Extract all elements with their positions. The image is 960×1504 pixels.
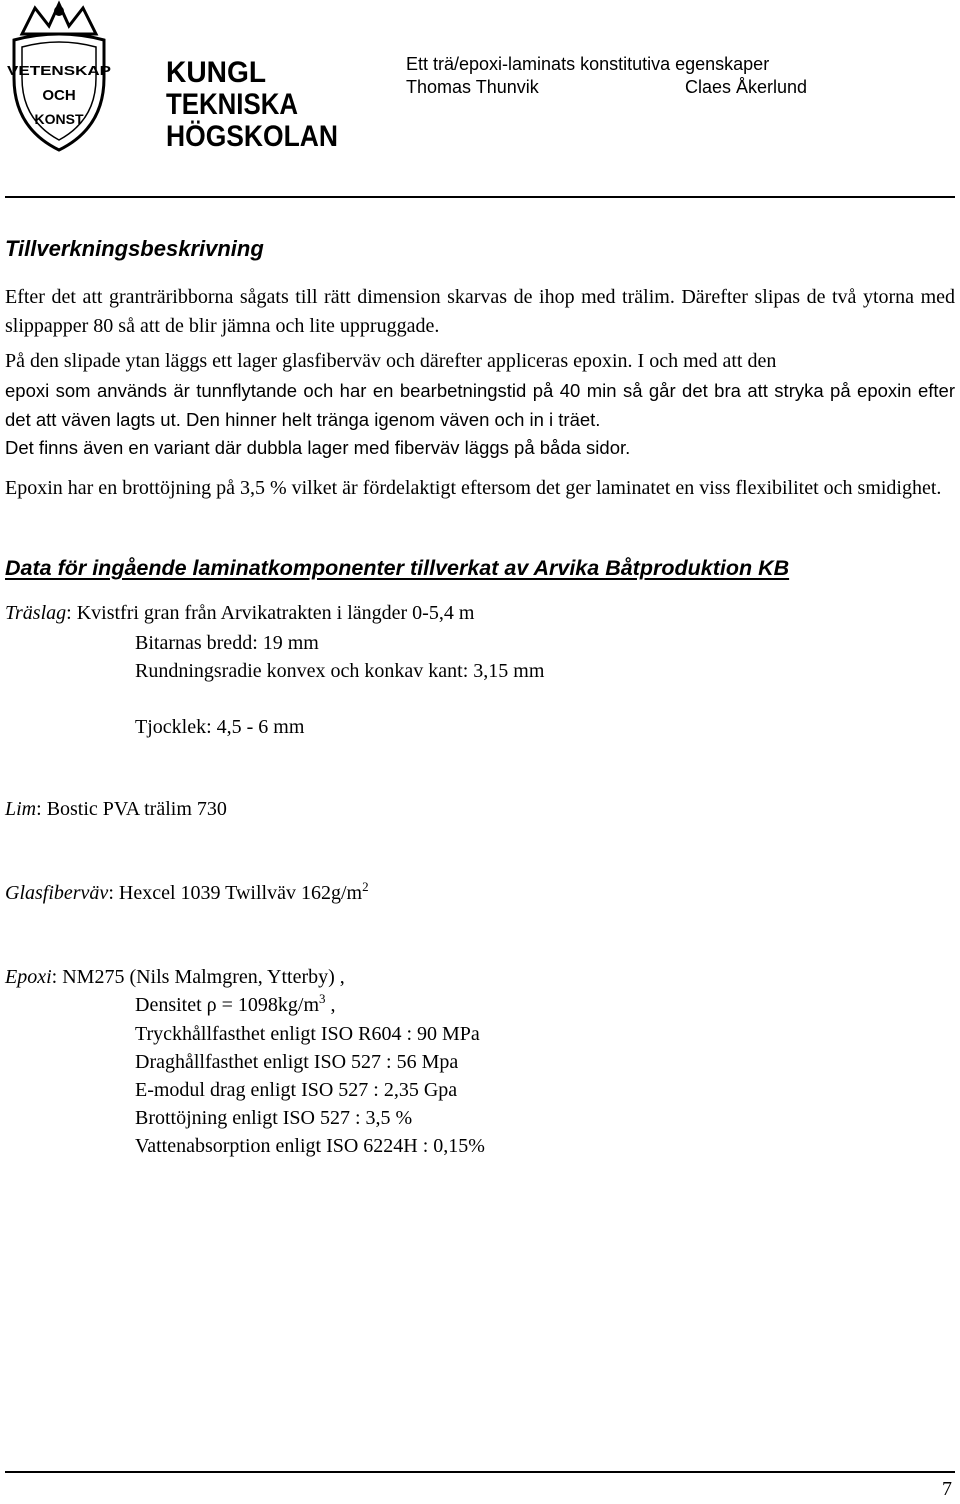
spec-detail: Densitet $\rho = 1098kg/m^3$ , [135, 991, 336, 1016]
spec-lim: Lim: Bostic PVA trälim 730 [5, 798, 227, 820]
spec-detail: Tjocklek: 4,5 - 6 mm [135, 716, 305, 738]
spec-value: Hexcel 1039 Twillväv 162g/m [118, 882, 363, 904]
spec-detail: Tryckhållfasthet enligt ISO R604 : 90 MPa [135, 1023, 480, 1045]
spec-label: Lim [5, 798, 37, 820]
spec-label: Glasfiberväv [5, 882, 109, 904]
paragraph: Efter det att granträribborna sågats till rätt dimension skarvas de ihop med trälim. Därefter slipas de två ytorna med slippapper 80 så att de blir jämna och lite uppruggade. [5, 286, 955, 337]
svg-text:TEKNISKA: TEKNISKA [166, 88, 298, 121]
spec-epoxi: Epoxi: NM275 (Nils Malmgren, Ytterby) , [5, 966, 345, 988]
svg-text:OCH: OCH [42, 87, 76, 104]
paragraph-line: På den slipade ytan läggs ett lager glasfiberväv och därefter appliceras epoxin. I och med att den [5, 350, 777, 372]
superscript: 3 [319, 991, 326, 1006]
svg-text:KUNGL: KUNGL [166, 56, 266, 89]
author-name: Thomas Thunvik [406, 77, 539, 97]
footer-rule [5, 1471, 955, 1473]
spec-label: Epoxi [5, 966, 52, 988]
section-heading: Tillverkningsbeskrivning [5, 236, 264, 261]
spec-glasfiber: Glasfiberväv: Hexcel 1039 Twillväv $162g/m^2$ [5, 879, 369, 904]
kth-wordmark [166, 56, 338, 153]
spec-label: Träslag [5, 602, 67, 624]
spec-detail: E-modul drag enligt ISO 527 : 2,35 Gpa [135, 1079, 458, 1101]
page-number: 7 [942, 1478, 952, 1500]
spec-detail: Rundningsradie konvex och konkav kant: 3,15 mm [135, 660, 545, 682]
author-name: Claes Åkerlund [685, 77, 808, 97]
svg-text:KONST: KONST [34, 111, 84, 127]
spec-value: Bostic PVA trälim 730 [46, 798, 227, 820]
kth-logo [0, 0, 345, 160]
document-title: Ett trä/epoxi-laminats konstitutiva egenskaper [406, 54, 770, 74]
superscript: 2 [362, 879, 369, 894]
section-heading: Data för ingående laminatkomponenter tillverkat av Arvika Båtproduktion KB [5, 556, 790, 580]
header-rule [5, 196, 955, 198]
kth-seal-icon [7, 4, 111, 150]
spec-value: NM275 (Nils Malmgren, Ytterby) , [62, 966, 345, 988]
svg-text:VETENSKAP: VETENSKAP [7, 63, 112, 78]
spec-value: Kvistfri gran från Arvikatrakten i längder 0-5,4 m [76, 602, 475, 624]
spec-detail: Bitarnas bredd: 19 mm [135, 632, 319, 654]
paragraph: epoxi som används är tunnflytande och har en bearbetningstid på 40 min så går det bra att stryka på epoxin efter det att väven lagts ut. Den hinner helt tränga igenom väven och in i träet. [5, 380, 955, 430]
paragraph: Epoxin har en brottöjning på 3,5 % vilket är fördelaktigt eftersom det ger laminatet en viss flexibilitet och smidighet. [5, 477, 942, 499]
spec-detail: Brottöjning enligt ISO 527 : 3,5 % [135, 1107, 413, 1129]
svg-text:HÖGSKOLAN: HÖGSKOLAN [166, 120, 338, 153]
spec-traslag: Träslag: Kvistfri gran från Arvikatrakten i längder 0-5,4 m [5, 602, 475, 624]
spec-detail: Draghållfasthet enligt ISO 527 : 56 Mpa [135, 1051, 459, 1073]
paragraph-line: Det finns även en variant där dubbla lager med fiberväv läggs på båda sidor. [5, 437, 631, 458]
spec-detail: Vattenabsorption enligt ISO 6224H : 0,15% [135, 1135, 485, 1157]
